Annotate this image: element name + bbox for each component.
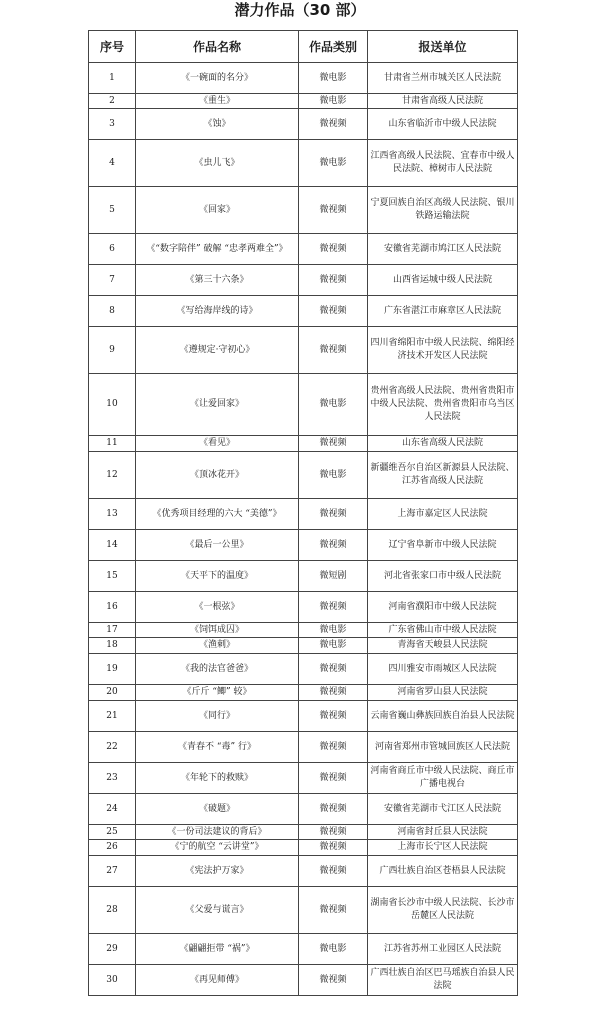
work-title: 《一碗面的名分》: [136, 63, 299, 94]
submitting-unit: 山西省运城中级人民法院: [368, 265, 518, 296]
row-number: 7: [89, 265, 136, 296]
submitting-unit: 安徽省芜湖市鸠江区人民法院: [368, 234, 518, 265]
table-row: [89, 965, 518, 996]
table-row: [89, 638, 518, 654]
row-number: 18: [89, 638, 136, 654]
work-category: 微电影: [299, 638, 368, 654]
table-row: [89, 530, 518, 561]
work-title: 《虫儿飞》: [136, 140, 299, 187]
submitting-unit: 新疆维吾尔自治区新源县人民法院、江苏省高级人民法院: [368, 452, 518, 499]
work-category: 微视频: [299, 436, 368, 452]
work-title: 《饲饵成囚》: [136, 623, 299, 638]
work-category: 微视频: [299, 499, 368, 530]
submitting-unit: 广西壮族自治区苍梧县人民法院: [368, 856, 518, 887]
table-row: [89, 732, 518, 763]
work-title: 《我的法官爸爸》: [136, 654, 299, 685]
works-table: [88, 30, 518, 996]
work-category: 微视频: [299, 187, 368, 234]
row-number: 16: [89, 592, 136, 623]
submitting-unit: 河南省郑州市管城回族区人民法院: [368, 732, 518, 763]
row-number: 27: [89, 856, 136, 887]
table-row: [89, 561, 518, 592]
row-number: 2: [89, 94, 136, 109]
work-category: 微视频: [299, 592, 368, 623]
table-row: [89, 63, 518, 94]
work-title: 《年轮下的救赎》: [136, 763, 299, 794]
work-title: 《一根弦》: [136, 592, 299, 623]
row-number: 11: [89, 436, 136, 452]
submitting-unit: 宁夏回族自治区高级人民法院、银川铁路运输法院: [368, 187, 518, 234]
work-title: 《斤斤 “鲫” 较》: [136, 685, 299, 701]
work-title: 《顶冰花开》: [136, 452, 299, 499]
table-row: [89, 654, 518, 685]
work-category: 微电影: [299, 623, 368, 638]
row-number: 10: [89, 374, 136, 436]
table-row: [89, 436, 518, 452]
work-category: 微视频: [299, 109, 368, 140]
row-number: 3: [89, 109, 136, 140]
page-title: 潜力作品（30 部）: [234, 1, 366, 19]
work-title: 《天平下的温度》: [136, 561, 299, 592]
work-title: 《宁的航空 “云讲堂”》: [136, 840, 299, 856]
row-number: 24: [89, 794, 136, 825]
table-row: [89, 374, 518, 436]
row-number: 28: [89, 887, 136, 934]
work-category: 微视频: [299, 840, 368, 856]
row-number: 14: [89, 530, 136, 561]
work-category: 微视频: [299, 965, 368, 996]
submitting-unit: 湖南省长沙市中级人民法院、长沙市岳麓区人民法院: [368, 887, 518, 934]
submitting-unit: 山东省高级人民法院: [368, 436, 518, 452]
work-category: 微电影: [299, 140, 368, 187]
work-title: 《同行》: [136, 701, 299, 732]
header-title: 作品名称: [136, 31, 299, 63]
work-category: 微视频: [299, 887, 368, 934]
row-number: 17: [89, 623, 136, 638]
work-title: 《“数字陪伴” 破解 “忠孝两难全”》: [136, 234, 299, 265]
header-no: 序号: [89, 31, 136, 63]
work-title: 《一份司法建议的背后》: [136, 825, 299, 840]
work-title: 《优秀项目经理的六大 “美德”》: [136, 499, 299, 530]
work-title: 《写给海岸线的诗》: [136, 296, 299, 327]
work-category: 微视频: [299, 763, 368, 794]
row-number: 6: [89, 234, 136, 265]
work-category: 微视频: [299, 685, 368, 701]
submitting-unit: 河南省罗山县人民法院: [368, 685, 518, 701]
submitting-unit: 江苏省苏州工业园区人民法院: [368, 934, 518, 965]
table-row: [89, 109, 518, 140]
work-category: 微视频: [299, 794, 368, 825]
table-row: [89, 296, 518, 327]
header-unit: 报送单位: [368, 31, 518, 63]
table-row: [89, 763, 518, 794]
work-title: 《看见》: [136, 436, 299, 452]
work-title: 《让爱回家》: [136, 374, 299, 436]
submitting-unit: 四川省绵阳市中级人民法院、绵阳经济技术开发区人民法院: [368, 327, 518, 374]
work-title: 《再见师傅》: [136, 965, 299, 996]
table-row: [89, 592, 518, 623]
row-number: 5: [89, 187, 136, 234]
work-title: 《父爱与谎言》: [136, 887, 299, 934]
work-category: 微视频: [299, 327, 368, 374]
submitting-unit: 贵州省高级人民法院、贵州省贵阳市中级人民法院、贵州省贵阳市乌当区人民法院: [368, 374, 518, 436]
submitting-unit: 辽宁省阜新市中级人民法院: [368, 530, 518, 561]
submitting-unit: 青海省天峻县人民法院: [368, 638, 518, 654]
table-row: [89, 623, 518, 638]
row-number: 12: [89, 452, 136, 499]
work-category: 微视频: [299, 296, 368, 327]
row-number: 26: [89, 840, 136, 856]
work-category: 微视频: [299, 234, 368, 265]
submitting-unit: 上海市嘉定区人民法院: [368, 499, 518, 530]
table-row: [89, 499, 518, 530]
work-title: 《蚀》: [136, 109, 299, 140]
work-title: 《破题》: [136, 794, 299, 825]
row-number: 19: [89, 654, 136, 685]
submitting-unit: 甘肃省高级人民法院: [368, 94, 518, 109]
work-title: 《回家》: [136, 187, 299, 234]
table-row: [89, 94, 518, 109]
header-category: 作品类别: [299, 31, 368, 63]
row-number: 23: [89, 763, 136, 794]
submitting-unit: 四川雅安市雨城区人民法院: [368, 654, 518, 685]
table-row: [89, 140, 518, 187]
table-row: [89, 934, 518, 965]
row-number: 8: [89, 296, 136, 327]
table-row: [89, 234, 518, 265]
submitting-unit: 广西壮族自治区巴马瑶族自治县人民法院: [368, 965, 518, 996]
work-title: 《遵规定·守初心》: [136, 327, 299, 374]
work-category: 微电影: [299, 94, 368, 109]
work-title: 《渔刺》: [136, 638, 299, 654]
work-category: 微视频: [299, 825, 368, 840]
row-number: 29: [89, 934, 136, 965]
submitting-unit: 河南省商丘市中级人民法院、商丘市广播电视台: [368, 763, 518, 794]
table-row: [89, 452, 518, 499]
work-category: 微视频: [299, 701, 368, 732]
work-title: 《翩翩拒带 “祸”》: [136, 934, 299, 965]
submitting-unit: 河南省濮阳市中级人民法院: [368, 592, 518, 623]
row-number: 21: [89, 701, 136, 732]
table-row: [89, 887, 518, 934]
work-category: 微短剧: [299, 561, 368, 592]
submitting-unit: 广东省佛山市中级人民法院: [368, 623, 518, 638]
work-title: 《最后一公里》: [136, 530, 299, 561]
row-number: 22: [89, 732, 136, 763]
table-header-row: [89, 31, 518, 63]
table-row: [89, 265, 518, 296]
work-title: 《重生》: [136, 94, 299, 109]
work-category: 微视频: [299, 732, 368, 763]
table-row: [89, 840, 518, 856]
table-row: [89, 856, 518, 887]
row-number: 20: [89, 685, 136, 701]
submitting-unit: 河南省封丘县人民法院: [368, 825, 518, 840]
work-category: 微电影: [299, 934, 368, 965]
table-row: [89, 701, 518, 732]
work-title: 《第三十六条》: [136, 265, 299, 296]
submitting-unit: 云南省巍山彝族回族自治县人民法院: [368, 701, 518, 732]
submitting-unit: 安徽省芜湖市弋江区人民法院: [368, 794, 518, 825]
work-category: 微电影: [299, 63, 368, 94]
submitting-unit: 甘肃省兰州市城关区人民法院: [368, 63, 518, 94]
row-number: 13: [89, 499, 136, 530]
work-category: 微视频: [299, 530, 368, 561]
work-category: 微电影: [299, 452, 368, 499]
table-row: [89, 794, 518, 825]
work-category: 微视频: [299, 856, 368, 887]
work-category: 微视频: [299, 265, 368, 296]
table-row: [89, 187, 518, 234]
work-category: 微电影: [299, 374, 368, 436]
table-row: [89, 327, 518, 374]
row-number: 25: [89, 825, 136, 840]
submitting-unit: 河北省张家口市中级人民法院: [368, 561, 518, 592]
row-number: 1: [89, 63, 136, 94]
row-number: 15: [89, 561, 136, 592]
table-row: [89, 685, 518, 701]
work-title: 《青春不 “毒” 行》: [136, 732, 299, 763]
submitting-unit: 山东省临沂市中级人民法院: [368, 109, 518, 140]
work-title: 《宪法护万家》: [136, 856, 299, 887]
submitting-unit: 上海市长宁区人民法院: [368, 840, 518, 856]
table-body: [89, 63, 518, 996]
submitting-unit: 江西省高级人民法院、宜春市中级人民法院、樟树市人民法院: [368, 140, 518, 187]
table-row: [89, 825, 518, 840]
submitting-unit: 广东省湛江市麻章区人民法院: [368, 296, 518, 327]
row-number: 9: [89, 327, 136, 374]
row-number: 4: [89, 140, 136, 187]
row-number: 30: [89, 965, 136, 996]
work-category: 微视频: [299, 654, 368, 685]
